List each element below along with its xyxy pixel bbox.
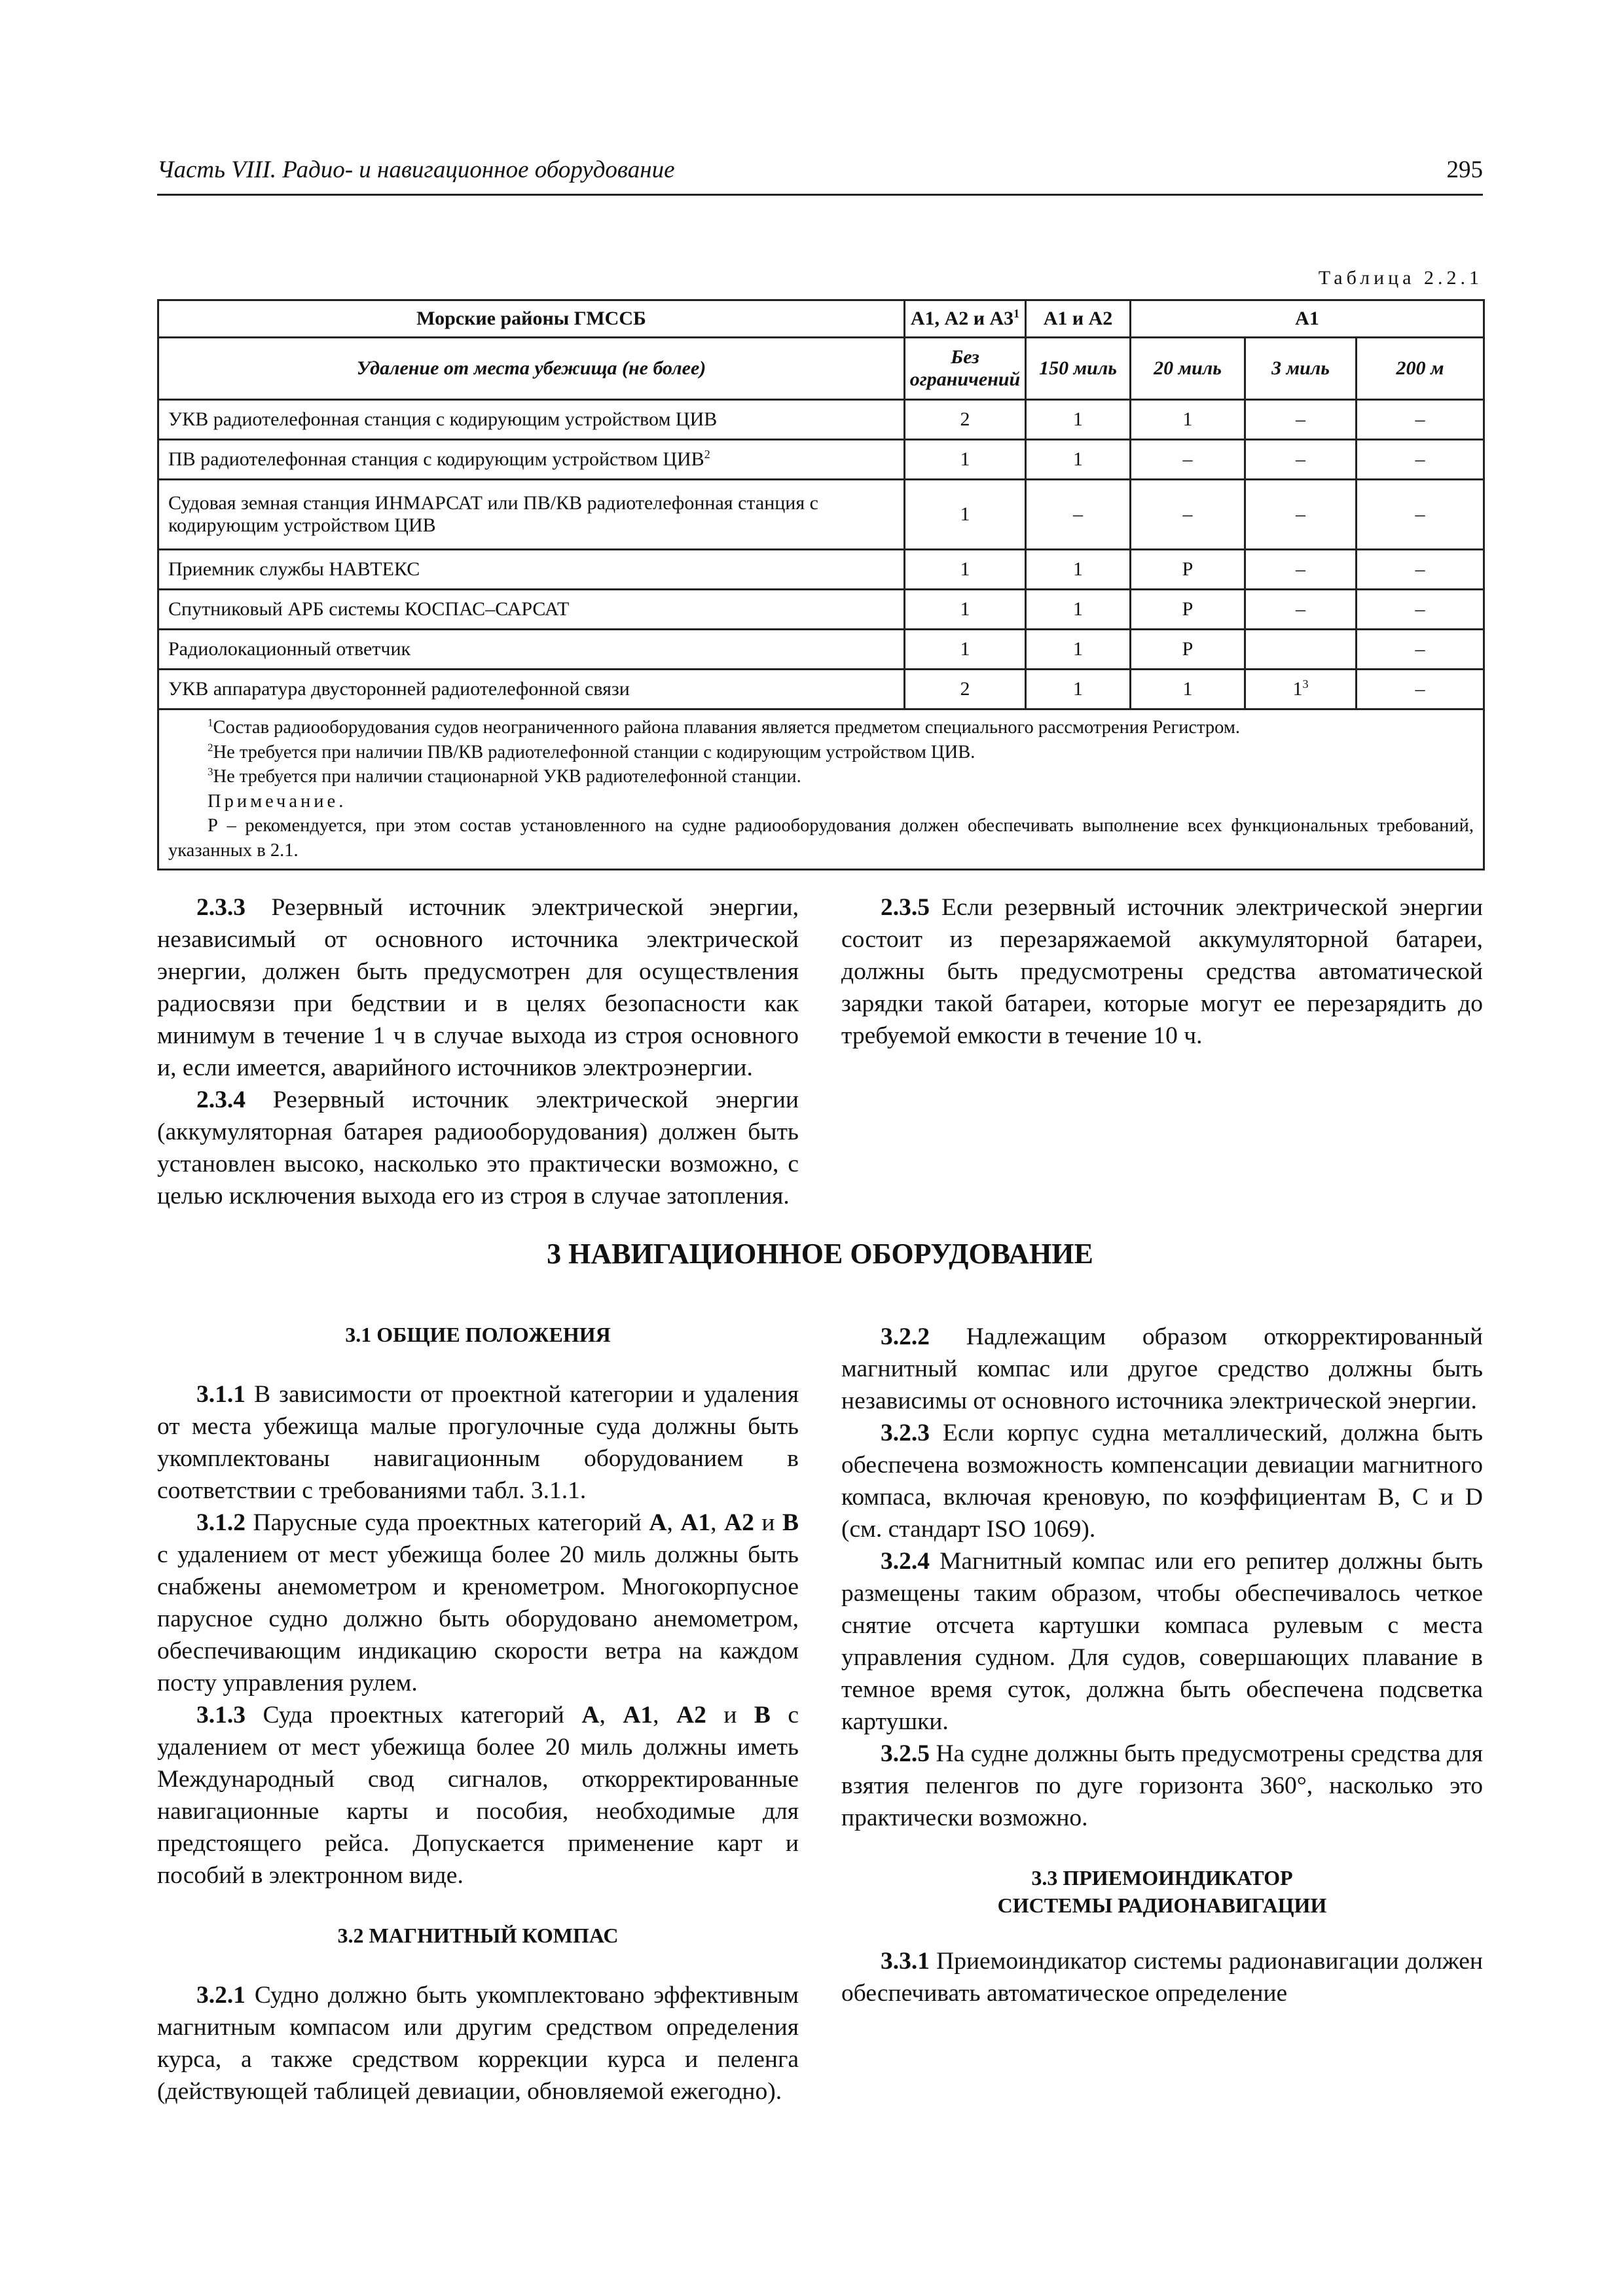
table-notes bbox=[158, 709, 1484, 870]
cell: – bbox=[1357, 590, 1484, 630]
cell: 1 bbox=[1131, 670, 1245, 709]
header-title: Часть VIII. Радио- и навигационное оборудование bbox=[157, 156, 675, 183]
cell: – bbox=[1245, 480, 1357, 550]
row-label: Судовая земная станция ИНМАРСАТ или ПВ/КВ радиотелефонная станция с кодирующим устройством ЦИВ bbox=[158, 480, 905, 550]
heading-3-3: 3.3 ПРИЕМОИНДИКАТОР СИСТЕМЫ РАДИОНАВИГАЦИИ bbox=[997, 1866, 1327, 1917]
cell: 1 bbox=[1026, 630, 1131, 670]
header-col-3: 3 миль bbox=[1245, 338, 1357, 400]
cell: – bbox=[1357, 670, 1484, 709]
para-2-3-5: 2.3.5 Если резервный источник электрической энергии состоит из перезаряжаемой аккумуляторной батареи, должны быть предусмотрены средства автоматической зарядки такой батареи, которые могут ее перезарядить до требуемой емкости в течение 10 ч. bbox=[841, 894, 1483, 1049]
heading-3-1: 3.1 ОБЩИЕ ПОЛОЖЕНИЯ bbox=[345, 1323, 611, 1346]
heading-3-2: 3.2 МАГНИТНЫЙ КОМПАС bbox=[337, 1924, 619, 1947]
equipment-table bbox=[157, 299, 1485, 870]
row-label: УКВ аппаратура двусторонней радиотелефонной связи bbox=[158, 670, 905, 709]
para-2-3-3: 2.3.3 Резервный источник электрической энергии, независимый от основного источника электрической энергии, должен быть предусмотрен для осуществления радиосвязи при бедствии и в целях безопасности как минимум в течение 1 ч в случае выхода из строя основного и, если имеется, аварийного источников электроэнергии. bbox=[157, 894, 799, 1081]
para-3-1-2: 3.1.2 Парусные суда проектных категорий А, А1, А2 и В с удалением от мест убежища более 20 миль должны быть снабжены анемометром и кренометром. Многокорпусное парусное судно должно быть оборудовано анемометром, обеспечивающим индикацию скорости ветра на каждом посту управления рулем. bbox=[157, 1509, 799, 1696]
table-row bbox=[158, 630, 1484, 670]
table-header-row-1 bbox=[158, 300, 1484, 338]
table-row bbox=[158, 480, 1484, 550]
footnote-3: $^3$Не требуется при наличии стационарной УКВ радиотелефонной станции. bbox=[208, 765, 801, 787]
para-3-2-1: 3.2.1 Судно должно быть укомплектовано эффективным магнитным компасом или другим средством определения курса, а также средством коррекции курса и пеленга (действующей таблицей девиации, обновляемой ежегодно). bbox=[157, 1982, 799, 2105]
cell: Р bbox=[1131, 630, 1245, 670]
header-col-200m: 200 м bbox=[1357, 338, 1484, 400]
cell: – bbox=[1131, 480, 1245, 550]
footnote-1: $^1$Состав радиооборудования судов неограниченного района плавания является предметом специального рассмотрения Регистром. bbox=[208, 716, 1241, 738]
cell: – bbox=[1245, 440, 1357, 480]
para-3-3-1: 3.3.1 Приемоиндикатор системы радионавигации должен обеспечивать автоматическое определение bbox=[841, 1948, 1484, 2007]
cell: – bbox=[1026, 480, 1131, 550]
cell: – bbox=[1357, 550, 1484, 590]
cell: 1 bbox=[1026, 400, 1131, 440]
section-3-title: 3 НАВИГАЦИОННОЕ ОБОРУДОВАНИЕ bbox=[547, 1238, 1093, 1270]
cell: – bbox=[1245, 550, 1357, 590]
cell: – bbox=[1357, 630, 1484, 670]
row-label: Радиолокационный ответчик bbox=[158, 630, 905, 670]
cell: 1 bbox=[905, 550, 1026, 590]
header-gmdss-areas: Морские районы ГМССБ bbox=[158, 300, 905, 338]
upper-left-column bbox=[157, 891, 799, 1212]
cell: 1 bbox=[905, 630, 1026, 670]
running-header bbox=[157, 154, 1483, 196]
para-3-2-2: 3.2.2 Надлежащим образом откорректированный магнитный компас или другое средство должны быть независимы от основного источника электрической энергии. bbox=[841, 1323, 1484, 1414]
table-row bbox=[158, 400, 1484, 440]
table-notes-row bbox=[158, 709, 1484, 870]
note-label: Примечание. bbox=[208, 791, 347, 812]
cell: 1 bbox=[905, 440, 1026, 480]
row-label: ПВ радиотелефонная станция с кодирующим устройством ЦИВ$^2$ bbox=[158, 440, 905, 480]
cell: Р bbox=[1131, 550, 1245, 590]
cell: 1 bbox=[1026, 440, 1131, 480]
header-col-150: 150 миль bbox=[1026, 338, 1131, 400]
table-row bbox=[158, 590, 1484, 630]
table-header-row-2 bbox=[158, 338, 1484, 400]
cell: 1 bbox=[1131, 400, 1245, 440]
cell: 1 bbox=[1026, 670, 1131, 709]
para-3-2-3: 3.2.3 Если корпус судна металлический, должна быть обеспечена возможность компенсации девиации магнитного компаса, включая креновую, по коэффициентам B, C и D (см. стандарт ISO 1069). bbox=[841, 1420, 1484, 1543]
cell: Р bbox=[1131, 590, 1245, 630]
row-label: Спутниковый АРБ системы КОСПАС–САРСАТ bbox=[158, 590, 905, 630]
row-label: УКВ радиотелефонная станция с кодирующим устройством ЦИВ bbox=[158, 400, 905, 440]
para-2-3-4: 2.3.4 Резервный источник электрической энергии (аккумуляторная батарея радиооборудования) должен быть установлен высоко, насколько это практически возможно, с целью исключения выхода его из строя в случае затопления. bbox=[157, 1086, 799, 1210]
cell: 1 bbox=[1026, 590, 1131, 630]
table-row bbox=[158, 550, 1484, 590]
para-3-2-4: 3.2.4 Магнитный компас или его репитер должны быть размещены таким образом, чтобы обеспечивалось четкое снятие отсчета картушки компаса рулевым с места управления судном. Для судов, совершающих плавание в темное время суток, должна быть обеспечена подсветка картушки. bbox=[841, 1548, 1484, 1735]
para-3-1-1: 3.1.1 В зависимости от проектной категории и удаления от места убежища малые прогулочные суда должны быть укомплектованы навигационным оборудованием в соответствии с требованиями табл. 3.1.1. bbox=[157, 1381, 799, 1504]
table-caption: Таблица 2.2.1 bbox=[1318, 267, 1483, 289]
table-row bbox=[158, 440, 1484, 480]
para-3-1-3: 3.1.3 Суда проектных категорий А, А1, А2 и В с удалением от мест убежища более 20 миль должны иметь Международный свод сигналов, откорректированные навигационные карты и пособия, необходимые для предстоящего рейса. Допускается применение карт и пособий в электронном виде. bbox=[157, 1702, 799, 1889]
document-page bbox=[157, 0, 1483, 2296]
cell: 1 bbox=[1026, 550, 1131, 590]
header-distance: Удаление от места убежища (не более) bbox=[158, 338, 905, 400]
cell: – bbox=[1357, 400, 1484, 440]
header-a1a2a3: А1, А2 и $А3^1$ bbox=[905, 300, 1026, 338]
cell: – bbox=[1357, 440, 1484, 480]
cell: – bbox=[1357, 480, 1484, 550]
page-number: 295 bbox=[1446, 156, 1483, 183]
cell: – bbox=[1245, 400, 1357, 440]
para-3-2-5: 3.2.5 На судне должны быть предусмотрены средства для взятия пеленгов по дуге горизонта 360°, насколько это практически возможно. bbox=[841, 1740, 1484, 1831]
row-label: Приемник службы НАВТЕКС bbox=[158, 550, 905, 590]
lower-right-column bbox=[841, 1321, 1483, 2009]
header-a1a2: А1 и А2 bbox=[1026, 300, 1131, 338]
cell: 1 bbox=[905, 480, 1026, 550]
upper-right-column bbox=[841, 891, 1483, 1052]
note-text: Р – рекомендуется, при этом состав установленного на судне радиооборудования должен обеспечивать выполнение всех функциональных требований, указанных в 2.1. bbox=[168, 816, 1474, 861]
footnote-2: $^2$Не требуется при наличии ПВ/КВ радиотелефонной станции с кодирующим устройством ЦИВ. bbox=[208, 741, 976, 762]
header-col-unlimited: Без ограничений bbox=[905, 338, 1026, 400]
cell: 2 bbox=[905, 400, 1026, 440]
cell bbox=[1245, 630, 1357, 670]
cell: – bbox=[1245, 590, 1357, 630]
cell: 2 bbox=[905, 670, 1026, 709]
lower-left-column bbox=[157, 1321, 799, 2108]
cell: $1^3$ bbox=[1245, 670, 1357, 709]
cell: – bbox=[1131, 440, 1245, 480]
table-row bbox=[158, 670, 1484, 709]
cell: 1 bbox=[905, 590, 1026, 630]
header-a1: А1 bbox=[1131, 300, 1484, 338]
header-col-20: 20 миль bbox=[1131, 338, 1245, 400]
